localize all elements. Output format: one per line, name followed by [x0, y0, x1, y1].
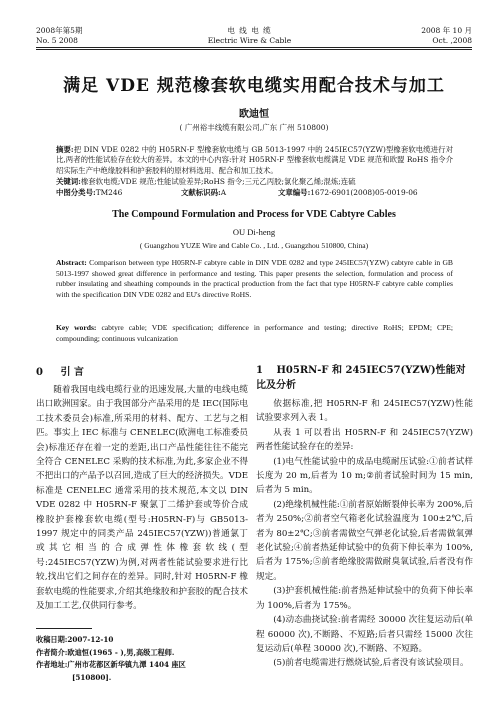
english-keywords-text: cabtyre cable; VDE specification; difference in performance and testing; directive RoHS; EPDM; CPE; compounding; continuous vulcanization [56, 323, 453, 343]
english-affiliation: ( Guangzhou YUZE Wire and Cable Co. , Ltd. , Guangzhou 510800, China) [139, 241, 369, 250]
section-1-intro: 依据标准,把 H05RN-F 和 245IEC57(YZW)性能试验要求列入表 1。 [256, 399, 473, 424]
paper-title: 满足 VDE 规范橡套软电缆实用配合技术与加工 [63, 76, 445, 96]
intro-text: 随着我国电线电缆行业的迅速发展,大量的电线电缆出口欧洲国家。由于我国部分产品采用的是 IEC(国际电工技术委员会)标准,所采用的材料、配方、工艺与之相匹。事实上 IEC 标准与 CENELEC(欧洲电工标准委员会)标准还存在着一定的差距,出口产品性能往往不能完全符合 CENELEC 采购的技术标准,为此,多家企业不得不把出口的产品予以召回,造成了巨大的经济损失。VDE 标准是 CENELEC 通常采用的技术规范,本文以 DIN VDE 0282 中 H05RN-F 聚氯丁二烯护套或等价合成橡胶护套橡套软电缆(型号:H05RN-F)与 GB5013-1997 规定中的同类产品 245IEC57(YZW))普通氯丁或其它相当的合成弹性体橡套软线(型号:245IEC57(YZW)为例,对两者性能试验要求进行比较,找出它们之间存在的差异。同时,针对 H05RN-F 橡套软电缆的性能要求,介绍其绝缘胶和护套胶的配合技术及加工工艺,仅供同行参考。 [36, 385, 248, 612]
section-1-body [256, 397, 473, 671]
author-name: 欧迪恒 [239, 109, 269, 120]
section-1-p6: (5)前者电缆需进行燃烧试验,后者没有该试验项目。 [273, 658, 469, 669]
issue-date: 2008 年 10 月 [421, 26, 472, 35]
english-author: OU Di-heng [232, 227, 276, 237]
section-0-heading [36, 363, 84, 378]
doc-code-value: A [220, 188, 227, 197]
section-1-p2: (1)电气性能试验中的成品电缆耐压试验:①前者试样长度为 20 m,后者为 10 m;②前者试验时间为 15 min,后者为 5 min。 [256, 456, 473, 496]
section-0-title: 引 言 [60, 367, 84, 378]
english-abstract-text: Comparison between type H05RN-F cabtyre cable in DIN VDE 0282 and type 245IEC57(YZW) cabtyre cable in GB 5013-1997 showed great difference in performance and testing. This paper presents the selection, formulation and process of rubber insulating and sheathing compounds in the practical production from the fact that type H05RN-F cabtyre cable complies with the specification DIN VDE 0282 and EU's directive RoHS. [56, 258, 453, 299]
keywords-cn-text: 橡套软电缆;VDE 规范;性能试验差异;RoHS 指令;三元乙丙胶;氯化聚乙烯;混炼;连硫 [80, 177, 356, 186]
journal-name-en: Electric Wire & Cable [207, 36, 292, 45]
section-1-heading [256, 363, 473, 393]
header-rule [36, 47, 472, 48]
section-1-p3: (2)绝缘机械性能:①前者原始断裂伸长率为 200%,后者为 250%;②前者空气箱老化试验温度为 100±2℃,后者为 80±2℃;③前者需做空气弹老化试验,后者需做氧弹老化试验;④前者热延伸试验中的负荷下伸长率为 100%,后者为 175%;⑤前者绝缘胶需做耐臭氧试验,后者没有作规定。 [256, 499, 473, 582]
footnote [36, 634, 248, 684]
classification-line [56, 188, 453, 198]
footnote-received: 收稿日期:2007-12-10 [36, 635, 114, 644]
article-number-label: 文章编号: [278, 188, 311, 197]
doc-code [181, 188, 226, 198]
article-number [278, 188, 418, 198]
footnote-bio: 作者简介:欧迪恒(1965 - ),男,高级工程师. [36, 647, 175, 657]
footnote-postcode: [510800]. [72, 672, 112, 682]
abstract-cn-text: 把 DIN VDE 0282 中的 H05RN-F 型橡套软电缆与 GB 5013-1997 中的 245IEC57(YZW)型橡套软电缆进行对比,两者的性能试验存在较大的差异。本文的中心内容:针对 H05RN-F 型橡套软电缆满足 VDE 规范和欧盟 RoHS 指令介绍实际生产中绝缘胶料和护套胶料的原材料选用、配合和加工技术。 [56, 145, 453, 175]
english-keywords [56, 323, 453, 344]
keywords-cn-label: 关键词: [56, 177, 81, 186]
keywords-cn [56, 177, 453, 187]
section-1-p1: 从表 1 可以看出 H05RN-F 和 245IEC57(YZW)两者性能试验存在的差异: [256, 427, 473, 453]
issue-date-en: Oct. ,2008 [432, 36, 472, 45]
doc-code-label: 文献标识码: [181, 188, 221, 197]
english-title: The Compound Formulation and Process for VDE Cabtyre Cables [112, 209, 396, 220]
section-1-title: H05RN-F 和 245IEC57(YZW)性能对比及分析 [256, 365, 466, 391]
section-1-number: 1 [256, 365, 263, 376]
abstract-cn-label: 摘要: [56, 145, 74, 154]
abstract-cn [56, 145, 453, 176]
intro-paragraph [36, 383, 248, 614]
issue-label: 2008年第5期 [36, 26, 83, 35]
journal-name: 电 线 电 缆 [227, 26, 272, 35]
issue-label-en: No. 5 2008 [36, 36, 78, 45]
english-abstract-label: Abstract: [56, 258, 87, 267]
article-number-value: 1672-6901(2008)05-0019-06 [310, 188, 418, 197]
author-affiliation: ( 广州裕丰线缆有限公司,广东 广州 510800) [179, 123, 329, 132]
header-rule-double [36, 49, 472, 50]
footnote-rule [36, 628, 92, 629]
section-1-p5: (4)动态曲挠试验:前者需经 30000 次往复运动后(单程 60000 次),不断路、不短路;后者只需经 15000 次往复运动后(单程 30000 次),不断路、不短路。 [256, 615, 473, 654]
section-1-p4: (3)护套机械性能:前者热延伸试验中的负荷下伸长率为 100%,后者为 175%。 [256, 586, 473, 611]
english-abstract [56, 258, 453, 300]
section-0-number: 0 [36, 367, 43, 378]
footnote-address: 作者地址:广州市花都区新华镇九潭 1404 座区 [36, 660, 186, 670]
clc-value: TM246 [95, 188, 123, 197]
english-keywords-label: Key words: [56, 323, 97, 332]
clc-label: 中图分类号: [56, 188, 96, 197]
